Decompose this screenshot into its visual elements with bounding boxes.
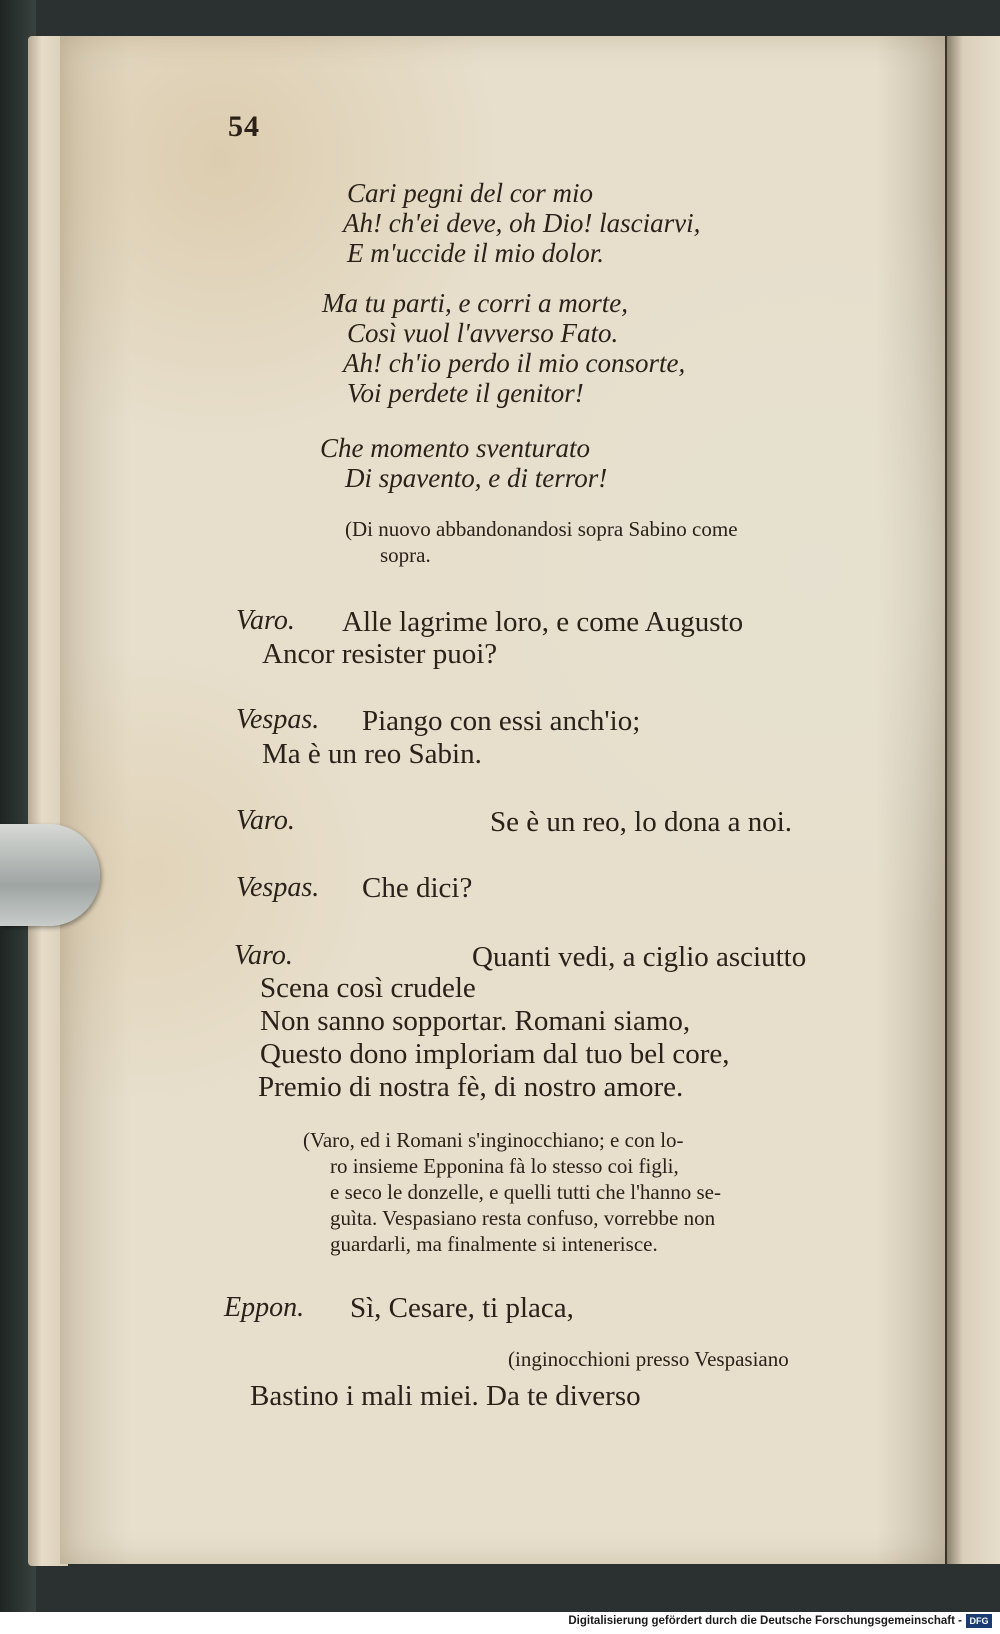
speech-line: Non sanno sopportar. Romani siamo,	[260, 1005, 691, 1037]
speech-line: Che dici?	[362, 872, 473, 904]
verse-line: Ah! ch'io perdo il mio consorte,	[343, 348, 686, 378]
facing-page-edge	[947, 36, 1000, 1564]
speech-line: Premio di nostra fè, di nostro amore.	[258, 1071, 684, 1103]
digitization-credit: Digitalisierung gefördert durch die Deutsche Forschungsgemeinschaft -	[568, 1615, 962, 1627]
verse-line: Di spavento, e di terror!	[345, 463, 608, 493]
speech-line: Scena così crudele	[260, 972, 476, 1004]
stage-direction-line: sopra.	[380, 543, 431, 567]
verse-line: E m'uccide il mio dolor.	[347, 238, 604, 268]
stage-direction-line: (Di nuovo abbandonandosi sopra Sabino come	[345, 517, 738, 541]
speech-line: Questo dono imploriam dal tuo bel core,	[260, 1038, 730, 1070]
verse-line: Ah! ch'ei deve, oh Dio! lasciarvi,	[343, 208, 701, 238]
verse-line: Ma tu parti, e corri a morte,	[322, 288, 628, 318]
verse-line: Cari pegni del cor mio	[347, 178, 593, 208]
stage-direction-line: e seco le donzelle, e quelli tutti che l'hanno se-	[330, 1180, 721, 1204]
speech-line: Quanti vedi, a ciglio asciutto	[472, 941, 807, 973]
stage-direction-line: ro insieme Epponina fà lo stesso coi figli,	[330, 1154, 679, 1178]
speech-line: Sì, Cesare, ti placa,	[350, 1292, 574, 1324]
verse-line: Che momento sventurato	[320, 433, 590, 463]
speaker-name: Varo.	[236, 805, 295, 836]
speech-line: Ma è un reo Sabin.	[262, 738, 482, 770]
speech-line: Bastino i mali miei. Da te diverso	[250, 1380, 641, 1412]
speech-line: Ancor resister puoi?	[262, 638, 498, 670]
stage-direction-line: guìta. Vespasiano resta confuso, vorrebbe non	[330, 1206, 716, 1230]
dfg-logo: DFG	[966, 1614, 992, 1628]
speaker-name: Eppon.	[224, 1292, 305, 1323]
speech-line: Piango con essi anch'io;	[362, 705, 641, 737]
speaker-name: Vespas.	[236, 704, 320, 735]
stage-direction-line: guardarli, ma finalmente si intenerisce.	[330, 1232, 658, 1256]
verse-line: Così vuol l'avverso Fato.	[347, 318, 619, 348]
speaker-name: Vespas.	[236, 872, 320, 903]
page-number: 54	[228, 110, 260, 143]
speech-line: Se è un reo, lo dona a noi.	[490, 806, 793, 838]
speaker-name: Varo.	[234, 940, 293, 971]
verse-line: Voi perdete il genitor!	[347, 378, 584, 408]
page-clip-holder	[0, 824, 100, 926]
speech-line: Alle lagrime loro, e come Augusto	[342, 606, 744, 638]
stage-direction-line: (Varo, ed i Romani s'inginocchiano; e con lo-	[303, 1128, 684, 1152]
stage-direction-line: (inginocchioni presso Vespasiano	[508, 1347, 789, 1371]
speaker-name: Varo.	[236, 605, 295, 636]
